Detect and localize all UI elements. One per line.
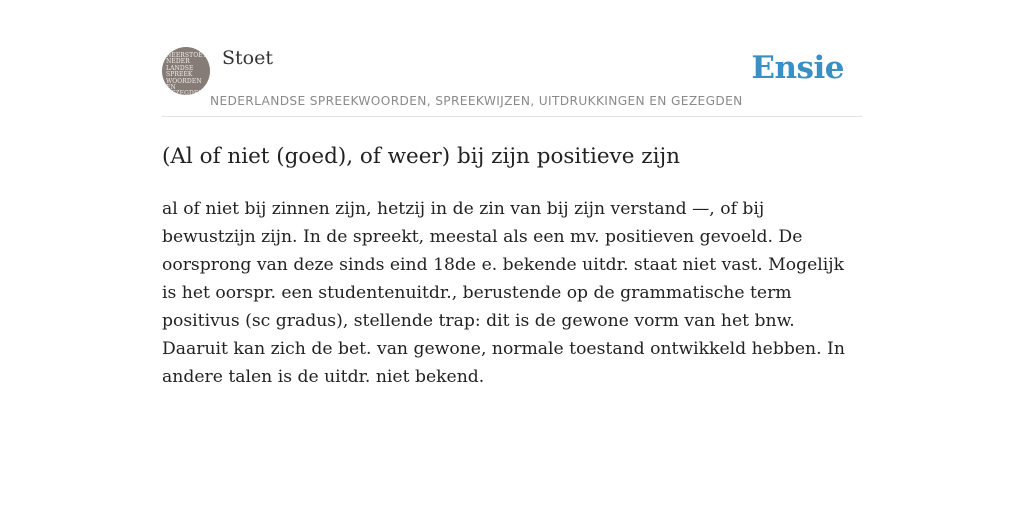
- avatar[interactable]: [162, 47, 210, 95]
- header: [162, 0, 862, 117]
- author-name[interactable]: Stoet: [222, 47, 273, 69]
- entry-page: [162, 0, 862, 391]
- source-title[interactable]: NEDERLANDSE SPREEKWOORDEN, SPREEKWIJZEN, UITDRUKKINGEN EN GEZEGDEN: [210, 94, 743, 108]
- entry-title: (Al of niet (goed), of weer) bij zijn positieve zijn: [162, 144, 680, 169]
- ensie-logo[interactable]: Ensie: [751, 50, 844, 86]
- avatar-book-cover-text: NEERSTOET NEDER LANDSE SPREEK WOORDEN EN GEZEGDEN: [166, 52, 207, 95]
- entry-definition: al of niet bij zinnen zijn, hetzij in de zin van bij zijn verstand —, of bij bewustzijn zijn. In de spreekt, meestal als een mv. positieven gevoeld. De oorsprong van deze sinds eind 18de e. bekende uitdr. staat niet vast. Mogelijk is het oorspr. een studentenuitdr., berustende op de grammatische term positivus (sc gradus), stellende trap: dit is de gewone vorm van het bnw. Daaruit kan zich de bet. van gewone, normale toestand ontwikkeld hebben. In andere talen is de uitdr. niet bekend.: [162, 199, 845, 387]
